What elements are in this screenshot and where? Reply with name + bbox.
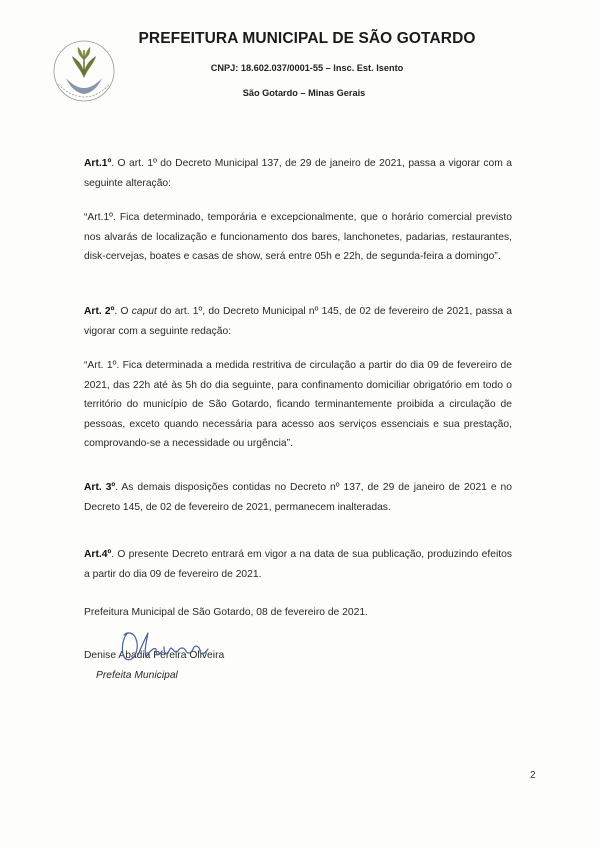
header-city: São Gotardo – Minas Gerais bbox=[242, 88, 366, 98]
page-number: 2 bbox=[530, 770, 536, 781]
article-3-text: . As demais disposições contidas no Decreto nº 137, de 29 de janeiro de 2021 e no Decreto 145, de 02 de fevereiro de 2021, permanecem inalteradas. bbox=[84, 482, 512, 513]
article-2-label: Art. 2º bbox=[84, 306, 115, 317]
article-1-label: Art.1º bbox=[84, 158, 112, 169]
article-4-text: . O presente Decreto entrará em vigor a na data de sua publicação, produzindo efeitos a partir do dia 09 de fevereiro de 2021. bbox=[84, 549, 512, 580]
signatory-name: Denise Abadia Pereira Oliveira bbox=[84, 650, 225, 661]
signatory-role: Prefeita Municipal bbox=[96, 670, 178, 681]
article-1-quote: “Art.1º. Fica determinado, temporária e excepcionalmente, que o horário comercial previsto nos alvarás de localização e funcionamento dos bares, lanchonetes, padarias, restaurantes, disk-cervejas, boates e casas de show, será entre 05h e 22h, de segunda-feira a domingo”. bbox=[84, 212, 512, 262]
header-cnpj: CNPJ: 18.602.037/0001-55 – Insc. Est. Isento bbox=[210, 63, 404, 73]
article-4-label: Art.4º bbox=[84, 549, 112, 560]
article-2-text-before: . O bbox=[114, 306, 132, 317]
handwritten-signature bbox=[108, 625, 218, 671]
article-2-caput: caput bbox=[131, 306, 157, 317]
header-title: PREFEITURA MUNICIPAL DE SÃO GOTARDO bbox=[138, 30, 476, 47]
article-2-text-after: do art. 1º, do Decreto Municipal nº 145, de 02 de fevereiro de 2021, passa a vigorar com a seguinte redação: bbox=[84, 306, 513, 337]
article-1-text: . O art. 1º do Decreto Municipal 137, de 29 de janeiro de 2021, passa a vigorar com a seguinte alteração: bbox=[84, 158, 512, 189]
article-1 bbox=[84, 154, 512, 193]
article-3 bbox=[84, 478, 512, 517]
article-3-label: Art. 3º bbox=[84, 482, 116, 493]
article-2-quote: “Art. 1º. Fica determinada a medida restritiva de circulação a partir do dia 09 de fevereiro de 2021, das 22h até às 5h do dia seguinte, para confinamento domiciliar obrigatório em todo o território do município de São Gotardo, ficando terminantemente proibida a circulação de pessoas, exceto quando necessária para acesso aos serviços essenciais e sua prestação, comprovando-se a necessidade ou urgência”. bbox=[84, 360, 512, 449]
closing-line: Prefeitura Municipal de São Gotardo, 08 de fevereiro de 2021. bbox=[84, 607, 368, 618]
article-2 bbox=[84, 302, 512, 341]
article-4 bbox=[84, 545, 512, 584]
